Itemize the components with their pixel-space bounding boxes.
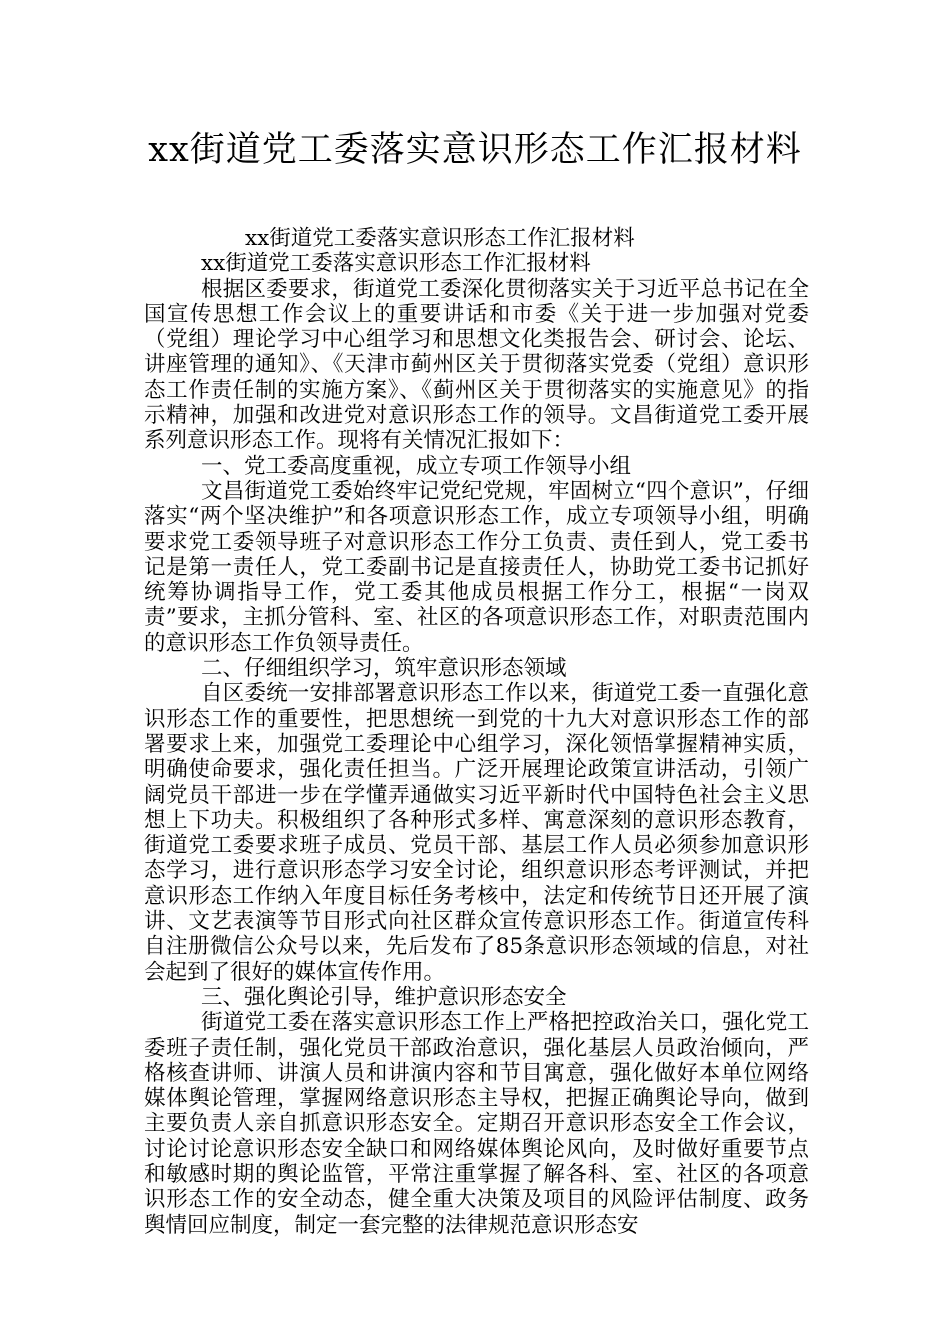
section-1-body: 文昌街道党工委始终牢记党纪党规，牢固树立“四个意识”，仔细落实“两个坚决维护”和各项意识形态工作，成立专项领导小组，明确要求党工委领导班子对意识形态工作分工负责、责任到人，党工委书记是第一责任人，党工委副书记是直接责任人，协助党工委书记抓好统筹协调指导工作，党工委其他成员根据工作分工，根据“一岗双责”要求，主抓分管科、室、社区的各项意识形态工作，对职责范围内的意识形态工作负领导责任。 (144, 478, 809, 656)
section-3-heading: 三、强化舆论引导，维护意识形态安全 (201, 984, 567, 1010)
section-2-heading: 二、仔细组织学习，筑牢意识形态领域 (201, 656, 567, 682)
document-body (144, 226, 809, 1238)
section-1-heading: 一、党工委高度重视，成立专项工作领导小组 (201, 453, 632, 479)
intro-paragraph: 根据区委要求，街道党工委深化贯彻落实关于习近平总书记在全国宣传思想工作会议上的重要讲话和市委《关于进一步加强对党委（党组）理论学习中心组学习和思想文化类报告会、研讨会、论坛、讲座管理的通知》、《天津市蓟州区关于贯彻落实党委（党组）意识形态工作责任制的实施方案》、《蓟州区关于贯彻落实的实施意见》的指示精神，加强和改进党对意识形态工作的领导。文昌街道党工委开展系列意识形态工作。现将有关情况汇报如下： (144, 276, 809, 454)
section-2-body: 自区委统一安排部署意识形态工作以来，街道党工委一直强化意识形态工作的重要性，把思想统一到党的十九大对意识形态工作的部署要求上来，加强党工委理论中心组学习，深化领悟掌握精神实质，明确使命要求，强化责任担当。广泛开展理论政策宣讲活动，引领广阔党员干部进一步在学懂弄通做实习近平新时代中国特色社会主义思想上下功夫。积极组织了各种形式多样、寓意深刻的意识形态教育，街道党工委要求班子成员、党员干部、基层工作人员必须参加意识形态学习，进行意识形态学习安全讨论，组织意识形态考评测试，并把意识形态工作纳入年度目标任务考核中，法定和传统节日还开展了演讲、文艺表演等节目形式向社区群众宣传意识形态工作。街道宣传科自注册微信公众号以来，先后发布了85条意识形态领域的信息，对社会起到了很好的媒体宣传作用。 (144, 681, 809, 985)
document-title: xx街道党工委落实意识形态工作汇报材料 (148, 130, 802, 170)
section-3-body: 街道党工委在落实意识形态工作上严格把控政治关口，强化党工委班子责任制，强化党员干部政治意识，强化基层人员政治倾向，严格核查讲师、讲演人员和讲演内容和节目寓意，强化做好本单位网络媒体舆论管理，掌握网络意识形态主导权，把握正确舆论导向，做到主要负责人亲自抓意识形态安全。定期召开意识形态安全工作会议，讨论讨论意识形态安全缺口和网络媒体舆论风向，及时做好重要节点和敏感时期的舆论监管，平常注重掌握了解各科、室、社区的各项意识形态工作的安全动态，健全重大决策及项目的风险评估制度、政务舆情回应制度，制定一套完整的法律规范意识形态安 (144, 1010, 809, 1238)
document-subtitle-2: xx街道党工委落实意识形态工作汇报材料 (201, 251, 591, 277)
document-subtitle-1: xx街道党工委落实意识形态工作汇报材料 (245, 226, 635, 251)
